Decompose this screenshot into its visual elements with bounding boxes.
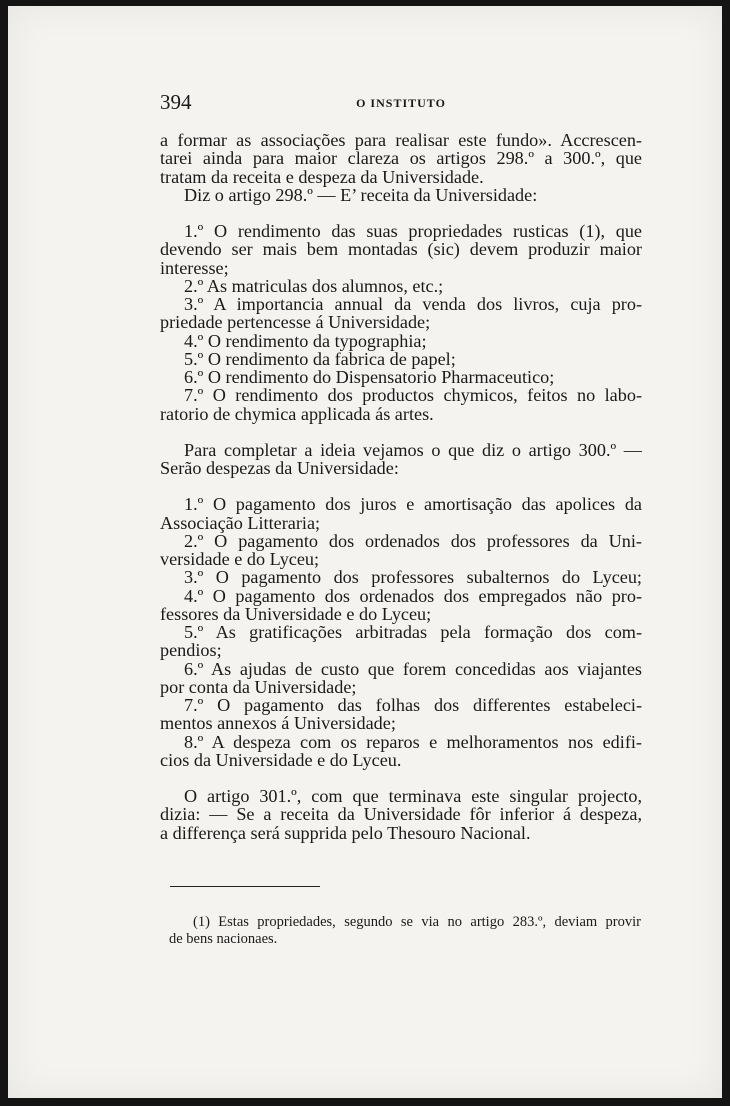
running-head: O INSTITUTO [356, 96, 446, 110]
paragraph-conclusion [160, 787, 642, 842]
revenue-list [160, 222, 642, 423]
list-item: 7.º O rendimento dos productos chymicos, feitos no labo- [184, 385, 642, 406]
list-item: 2.º O pagamento dos ordenados dos professores da Uni- [184, 530, 642, 551]
list-item: 6.º O rendimento do Dispensatorio Pharmaceutico; [184, 367, 555, 387]
list-item: 3.º A importancia annual da venda dos livros, cuja pro- [184, 294, 642, 314]
text-line: devendo ser mais bem montadas (sic) devem produzir maior [160, 239, 642, 260]
text-line: interesse; [160, 257, 229, 278]
text-line: a differença será supprida pelo Thesouro Nacional. [160, 822, 531, 843]
page-number: 394 [160, 90, 192, 114]
list-item: 8.º A despeza com os reparos e melhoramentos nos edifi- [184, 731, 642, 752]
book-page [8, 6, 722, 1098]
list-item: 4.º O rendimento da typographia; [184, 330, 427, 351]
expense-list [160, 495, 642, 769]
list-item: 4.º O pagamento dos ordenados dos empregados não pro- [184, 585, 642, 606]
text-line: Associação Litteraria; [160, 512, 321, 533]
footnote-divider [170, 886, 320, 887]
text-line: Serão despezas da Universidade: [160, 458, 399, 478]
text-line: mentos annexos á Universidade; [160, 713, 396, 734]
text-line: tratam da receita e despeza da Universidade. [160, 166, 484, 187]
list-item: 1.º O pagamento dos juros e amortisação das apolices da [184, 494, 642, 515]
list-item: 6.º As ajudas de custo que forem concedidas aos viajantes [184, 658, 642, 679]
list-item: 7.º O pagamento das folhas dos differentes estabeleci- [184, 695, 642, 715]
list-item: 3.º O pagamento dos professores subalternos do Lyceu; [184, 567, 642, 588]
list-item: 2.º As matriculas dos alumnos, etc.; [184, 275, 444, 296]
page-header [160, 90, 642, 116]
text-line: tarei ainda para maior clareza os artigos 298.º a 300.º, que [160, 148, 642, 169]
text-line: pendios; [160, 640, 222, 661]
list-item: 5.º O rendimento da fabrica de papel; [184, 348, 456, 369]
text-line: Para completar a ideia vejamos o que diz o artigo 300.º — [184, 439, 642, 460]
text-line: dizia: — Se a receita da Universidade fôr inferior á despeza, [160, 804, 642, 825]
text-line: cios da Universidade e do Lyceu. [160, 749, 402, 770]
text-line: ratorio de chymica applicada ás artes. [160, 403, 434, 424]
footnote-line: (1) Estas propriedades, segundo se via no artigo 283.º, deviam provir [193, 914, 641, 930]
text-line: a formar as associações para realisar este fundo». Accrescen- [160, 130, 642, 150]
text-line: versidade e do Lyceu; [160, 549, 320, 569]
text-line: por conta da Universidade; [160, 676, 357, 697]
text-line: Diz o artigo 298.º — E’ receita da Universidade: [184, 184, 538, 205]
page-body [160, 131, 642, 842]
paragraph-transition [160, 441, 642, 478]
text-line: fessores da Universidade e do Lyceu; [160, 603, 432, 624]
footnote-line: de bens nacionaes. [169, 931, 278, 947]
list-item: 1.º O rendimento das suas propriedades rusticas (1), que [184, 221, 642, 241]
text-line: priedade pertencesse á Universidade; [160, 312, 431, 333]
paragraph-intro [160, 131, 642, 204]
list-item: 5.º As gratificações arbitradas pela formação dos com- [184, 622, 642, 642]
text-line: O artigo 301.º, com que terminava este singular projecto, [184, 786, 642, 806]
footnote [169, 914, 641, 948]
